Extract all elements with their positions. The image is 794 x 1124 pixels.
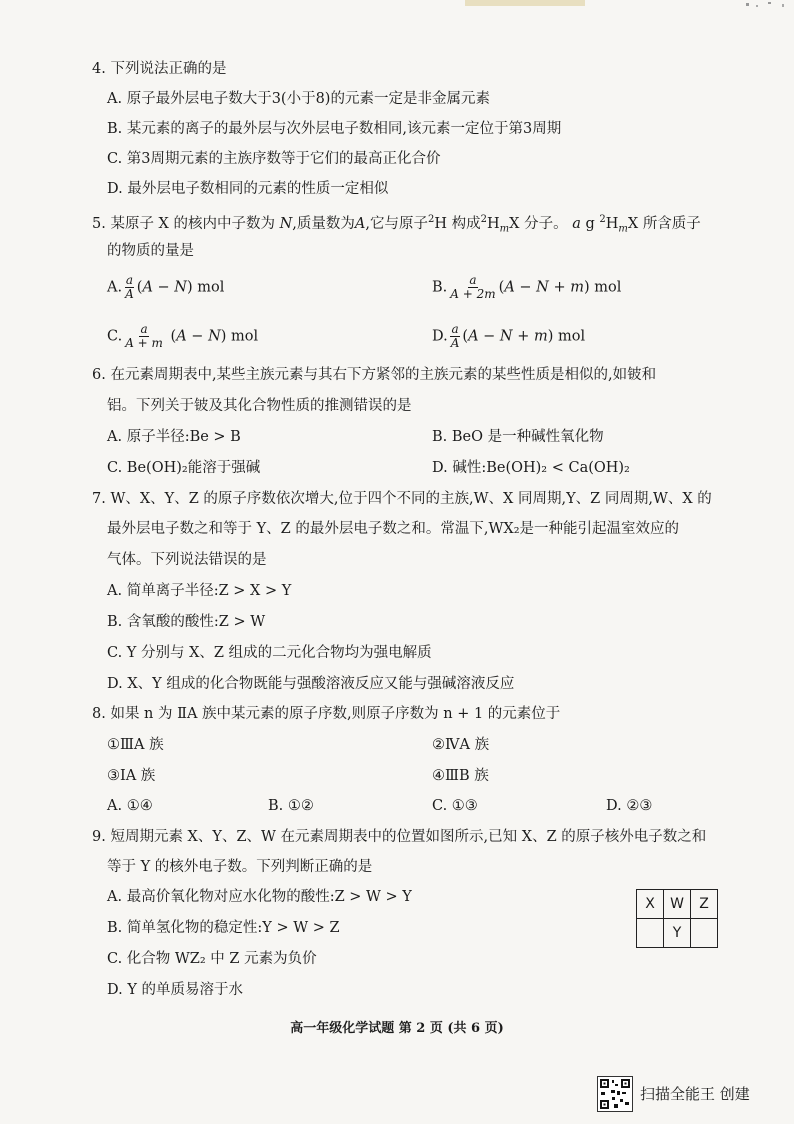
- periodic-table-fragment: [636, 889, 718, 948]
- q5-stem-cont: 的物质的量是: [107, 243, 194, 259]
- q5-option-a: A. $\frac{a}{A}$ (A − N) mol: [107, 273, 225, 301]
- q8-option-b: B. ①②: [268, 798, 314, 814]
- cell-empty-right: [691, 919, 718, 948]
- q7-stem: 7. W、X、Y、Z 的原子序数依次增大,位于四个不同的主族,W、X 同周期,Y、Z 同周期,W、X 的: [92, 491, 712, 507]
- q8-option-c: C. ①③: [432, 798, 478, 814]
- q9-option-a: A. 最高价氧化物对应水化物的酸性:Z > W > Y: [107, 889, 412, 905]
- cell-x: X: [637, 890, 664, 919]
- q7-option-c: C. Y 分别与 X、Z 组成的二元化合物均为强电解质: [107, 645, 432, 661]
- q6-option-a: A. 原子半径:Be > B: [107, 429, 241, 445]
- q5-option-b: B. $\frac{a}{A + 2m}$ (A − N + m) mol: [432, 273, 622, 301]
- cell-z: Z: [691, 890, 718, 919]
- cell-y: Y: [664, 919, 691, 948]
- cell-empty-left: [637, 919, 664, 948]
- q7-option-d: D. X、Y 组成的化合物既能与强酸溶液反应又能与强碱溶液反应: [107, 676, 515, 692]
- q6-stem: 6. 在元素周期表中,某些主族元素与其右下方紧邻的主族元素的某些性质是相似的,如铍和: [92, 367, 657, 383]
- q4-stem: 4. 下列说法正确的是: [92, 61, 227, 77]
- q6-option-b: B. BeO 是一种碱性氧化物: [432, 429, 604, 445]
- q9-stem-cont: 等于 Y 的核外电子数。下列判断正确的是: [107, 859, 373, 875]
- q8-item-4: ④ⅢB 族: [432, 768, 489, 784]
- q4-option-d: D. 最外层电子数相同的元素的性质一定相似: [107, 181, 389, 197]
- q5-stem: 5. 某原子 X 的核内中子数为 N,质量数为A,它与原子$^2$H 构成$^2H_mX$ 分子。 a g $^2H_mX$ 所含质子: [92, 214, 701, 235]
- scanner-watermark: 扫描全能王 创建: [640, 1085, 750, 1103]
- q8-item-2: ②ⅣA 族: [432, 737, 490, 753]
- q4-option-b: B. 某元素的离子的最外层与次外层电子数相同,该元素一定位于第3周期: [107, 121, 562, 137]
- q9-stem: 9. 短周期元素 X、Y、Z、W 在元素周期表中的位置如图所示,已知 X、Z 的原子核外电子数之和: [92, 829, 707, 845]
- q9-option-b: B. 简单氢化物的稳定性:Y > W > Z: [107, 920, 340, 936]
- q8-item-1: ①ⅢA 族: [107, 737, 164, 753]
- page-footer: 高一年级化学试题 第 2 页 (共 6 页): [290, 1021, 504, 1036]
- q7-stem-cont: 最外层电子数之和等于 Y、Z 的最外层电子数之和。常温下,WX₂是一种能引起温室效应的: [107, 521, 680, 537]
- q6-option-d: D. 碱性:Be(OH)₂ < Ca(OH)₂: [432, 460, 630, 476]
- q8-option-d: D. ②③: [606, 798, 653, 814]
- q8-option-a: A. ①④: [107, 798, 153, 814]
- corner-artifact: [738, 0, 794, 14]
- q4-option-a: A. 原子最外层电子数大于3(小于8)的元素一定是非金属元素: [107, 91, 490, 107]
- q6-option-c: C. Be(OH)₂能溶于强碱: [107, 460, 261, 476]
- q7-option-b: B. 含氧酸的酸性:Z > W: [107, 614, 266, 630]
- q5-option-c: C. $\frac{a}{A + m}$ (A − N) mol: [107, 322, 259, 350]
- top-edge-mark: [465, 0, 585, 6]
- cell-w: W: [664, 890, 691, 919]
- qr-code-icon: [597, 1076, 633, 1112]
- q7-option-a: A. 简单离子半径:Z > X > Y: [107, 583, 292, 599]
- q9-option-c: C. 化合物 WZ₂ 中 Z 元素为负价: [107, 951, 317, 967]
- q7-stem-cont2: 气体。下列说法错误的是: [107, 552, 267, 568]
- q5-option-d: D. $\frac{a}{A}$ (A − N + m) mol: [432, 322, 586, 350]
- q8-stem: 8. 如果 n 为 ⅡA 族中某元素的原子序数,则原子序数为 n + 1 的元素位于: [92, 706, 561, 722]
- q8-item-3: ③ⅠA 族: [107, 768, 156, 784]
- q4-option-c: C. 第3周期元素的主族序数等于它们的最高正化合价: [107, 151, 441, 167]
- q6-stem-cont: 铝。下列关于铍及其化合物性质的推测错误的是: [107, 398, 412, 414]
- q9-option-d: D. Y 的单质易溶于水: [107, 982, 244, 998]
